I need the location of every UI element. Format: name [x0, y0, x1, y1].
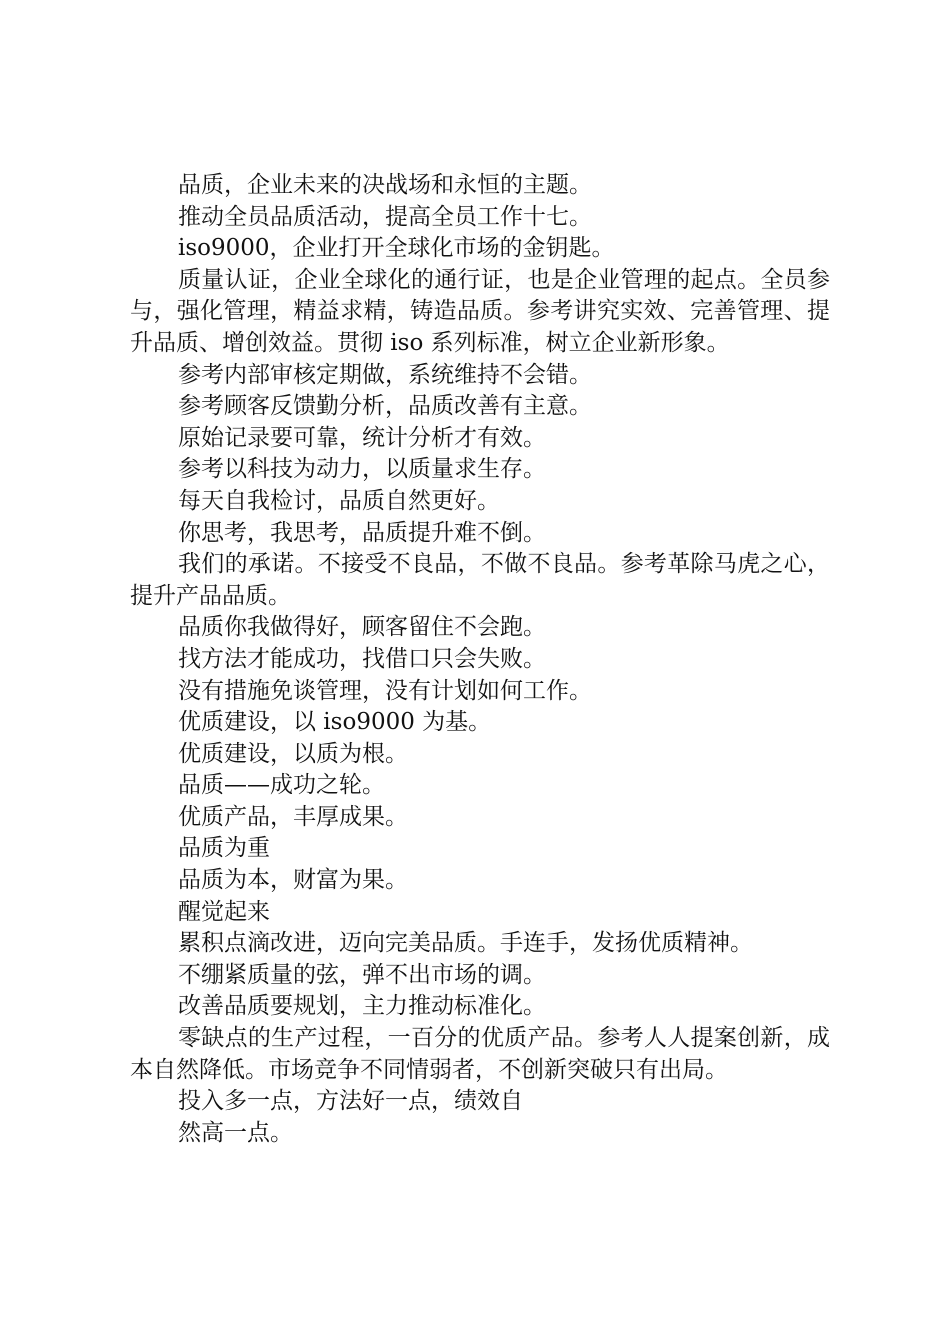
paragraph: 优质建设，以 iso9000 为基。 [178, 709, 492, 736]
paragraph: 品质为本，财富为果。 [178, 867, 408, 894]
paragraph: 优质产品，丰厚成果。 [178, 803, 408, 830]
paragraph: 不绷紧质量的弦，弹不出市场的调。 [178, 961, 546, 988]
paragraph: 每天自我检讨，品质自然更好。 [178, 487, 500, 514]
paragraph: 原始记录要可靠，统计分析才有效。 [178, 424, 546, 451]
paragraph: 品质，企业未来的决战场和永恒的主题。 [178, 172, 592, 198]
paragraph: 推动全员品质活动，提高全员工作十七。 [178, 203, 592, 230]
paragraph: 参考顾客反馈勤分析，品质改善有主意。 [178, 393, 592, 420]
paragraph: 质量认证，企业全球化的通行证，也是企业管理的起点。全员参与，强化管理，精益求精，铸造品质。参考讲究实效、完善管理、提升品质、增创效益。贯彻 iso 系列标准，树立企业新形象。 [130, 266, 830, 356]
paragraph: 没有措施免谈管理，没有计划如何工作。 [178, 677, 592, 704]
paragraph: 零缺点的生产过程，一百分的优质产品。参考人人提案创新，成本自然降低。市场竞争不同情弱者，不创新突破只有出局。 [130, 1025, 830, 1083]
paragraph: 品质为重 [178, 835, 270, 862]
paragraph: 我们的承诺。不接受不良品，不做不良品。参考革除马虎之心，提升产品品质。 [130, 551, 830, 609]
paragraph: 找方法才能成功，找借口只会失败。 [178, 645, 546, 672]
paragraph: 投入多一点，方法好一点，绩效自 [178, 1088, 523, 1115]
paragraph: 品质你我做得好，顾客留住不会跑。 [178, 614, 546, 641]
paragraph: 醒觉起来 [178, 898, 270, 925]
paragraph: 参考以科技为动力，以质量求生存。 [178, 456, 546, 483]
paragraph: 你思考，我思考，品质提升难不倒。 [178, 519, 546, 546]
paragraph: 累积点滴改进，迈向完美品质。手连手，发扬优质精神。 [178, 930, 753, 957]
paragraph: 然高一点。 [178, 1119, 293, 1146]
paragraph: 参考内部审核定期做，系统维持不会错。 [178, 361, 592, 388]
paragraph: 改善品质要规划，主力推动标准化。 [178, 993, 546, 1020]
paragraph: 品质——成功之轮。 [178, 772, 385, 799]
paragraph: iso9000，企业打开全球化市场的金钥匙。 [178, 235, 615, 262]
document-body [130, 170, 830, 1149]
paragraph: 优质建设，以质为根。 [178, 740, 408, 767]
